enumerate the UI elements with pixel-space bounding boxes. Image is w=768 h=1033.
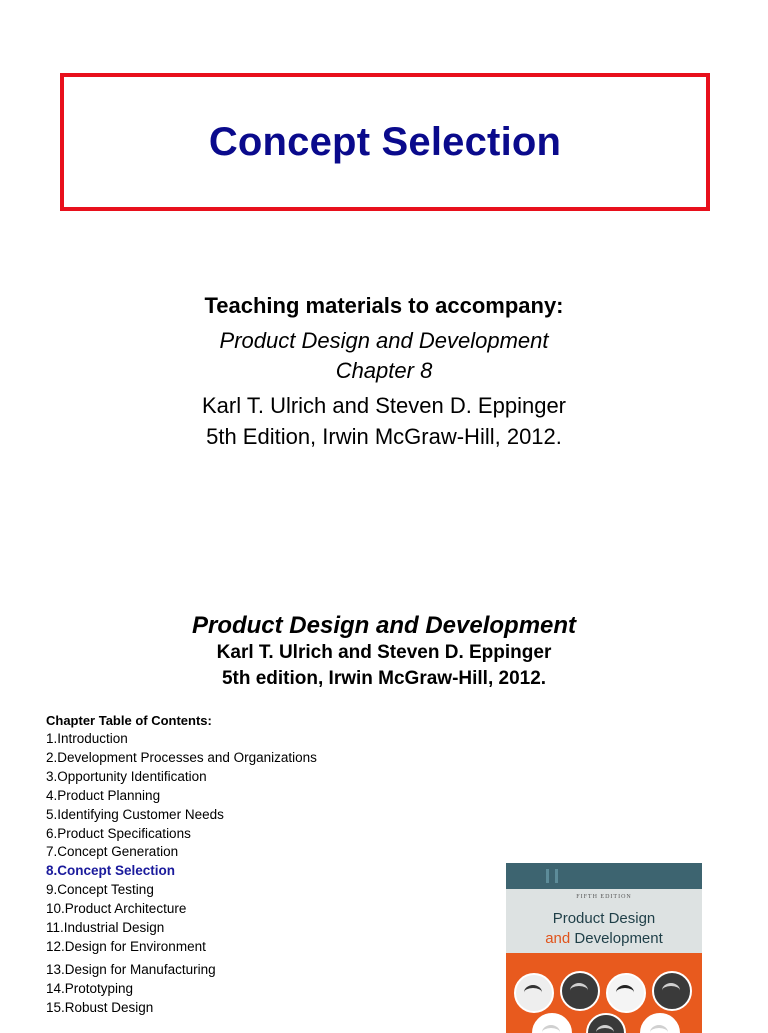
toc-item[interactable]: 4.Product Planning xyxy=(46,787,161,803)
teaching-heading: Teaching materials to accompany: xyxy=(204,293,564,318)
authors: Karl T. Ulrich and Steven D. Eppinger xyxy=(202,393,566,418)
cover-title-and: and xyxy=(545,930,571,947)
toc-heading: Chapter Table of Contents: xyxy=(46,713,212,728)
toc-item[interactable]: 9.Concept Testing xyxy=(46,882,154,898)
toc-item[interactable]: 15.Robust Design xyxy=(46,999,154,1015)
cover-title-development: Development xyxy=(574,930,663,947)
product-photo-icon xyxy=(652,971,692,1011)
toc-item[interactable]: 3.Opportunity Identification xyxy=(46,768,207,784)
table-of-contents xyxy=(46,711,466,1018)
cover-top-band xyxy=(506,863,702,889)
edition: 5th Edition, Irwin McGraw-Hill, 2012. xyxy=(206,424,562,449)
cover-title-line2 xyxy=(506,930,702,947)
toc-item[interactable]: 5.Identifying Customer Needs xyxy=(46,806,224,822)
cover-edition-label: FIFTH EDITION xyxy=(576,894,632,900)
section-edition: 5th edition, Irwin McGraw-Hill, 2012. xyxy=(221,668,547,689)
toc-item-active[interactable]: 8.Concept Selection xyxy=(46,863,176,879)
product-photo-icon xyxy=(514,973,554,1013)
toc-item[interactable]: 10.Product Architecture xyxy=(46,901,187,917)
book-cover-image xyxy=(506,863,702,1033)
section-book-title: Product Design and Development xyxy=(191,612,577,639)
toc-item[interactable]: 2.Development Processes and Organizations xyxy=(46,749,317,765)
toc-item[interactable]: 6.Product Specifications xyxy=(46,825,191,841)
toc-item[interactable]: 7.Concept Generation xyxy=(46,844,179,860)
slide-title: Concept Selection xyxy=(208,119,562,164)
cover-title-line1: Product Design xyxy=(552,910,656,927)
chapter-label: Chapter 8 xyxy=(335,358,433,383)
section-authors: Karl T. Ulrich and Steven D. Eppinger xyxy=(216,642,552,663)
product-photo-icon xyxy=(606,973,646,1013)
toc-item[interactable]: 12.Design for Environment xyxy=(46,938,206,954)
toc-list xyxy=(46,730,466,1018)
toc-item[interactable]: 13.Design for Manufacturing xyxy=(46,961,216,977)
product-photo-icon xyxy=(560,971,600,1011)
toc-item[interactable]: 11.Industrial Design xyxy=(46,920,165,936)
book-title: Product Design and Development xyxy=(219,328,549,353)
toc-item[interactable]: 1.Introduction xyxy=(46,731,128,746)
title-box xyxy=(60,73,710,211)
toc-item[interactable]: 14.Prototyping xyxy=(46,980,134,996)
